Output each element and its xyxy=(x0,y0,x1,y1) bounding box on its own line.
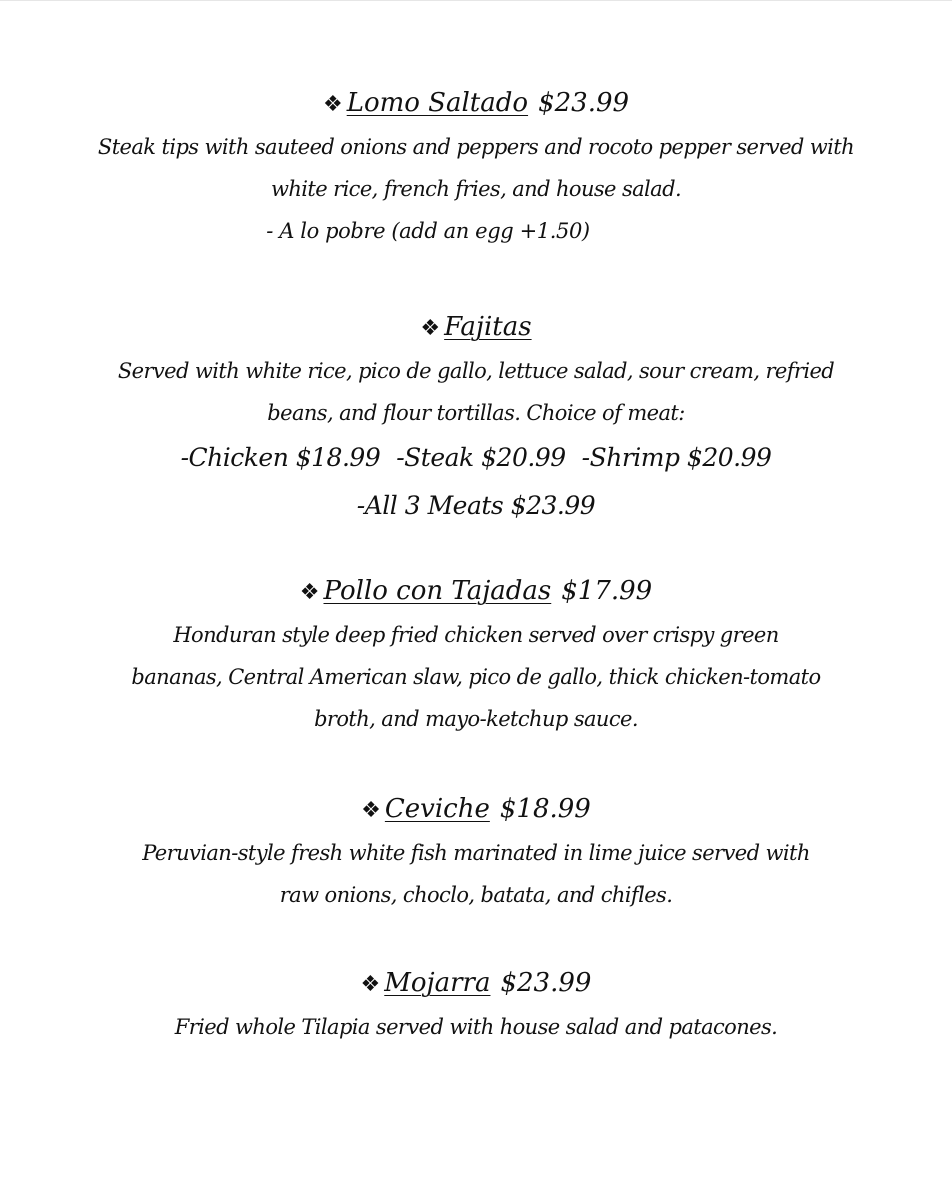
diamond-bullet-icon: ❖ xyxy=(420,316,441,341)
meat-option-chicken: -Chicken $18.99 xyxy=(180,443,381,472)
menu-item-lomo-saltado xyxy=(90,86,862,252)
diamond-bullet-icon: ❖ xyxy=(361,798,381,823)
menu-item-title xyxy=(90,574,862,610)
menu-item-name: Fajitas xyxy=(444,312,532,342)
menu-item-price: $23.99 xyxy=(538,88,630,118)
menu-item-title xyxy=(90,966,862,1002)
menu-item-description: Served with white rice, pico de gallo, lettuce salad, sour cream, refried beans, and flour tortillas. Choice of meat: xyxy=(117,359,835,425)
menu-item-description: Fried whole Tilapia served with house salad and patacones. xyxy=(174,1015,778,1039)
menu-item-description: Steak tips with sauteed onions and peppers and rocoto pepper served with white rice, french fries, and house salad. xyxy=(97,135,855,201)
menu-item-name: Ceviche xyxy=(384,794,490,824)
menu-item-name: Lomo Saltado xyxy=(346,88,529,118)
menu-item-price: $23.99 xyxy=(500,968,592,998)
meat-option-shrimp: -Shrimp $20.99 xyxy=(581,443,772,472)
diamond-bullet-icon: ❖ xyxy=(360,972,381,997)
menu-item-description: Honduran style deep fried chicken served over crispy green bananas, Central American slaw, pico de gallo, thick chicken-tomato broth, and mayo-ketchup sauce. xyxy=(131,623,821,731)
menu-item-price: $17.99 xyxy=(561,576,653,606)
diamond-bullet-icon: ❖ xyxy=(299,580,320,605)
menu-item-fajitas xyxy=(90,310,862,530)
menu-item-title xyxy=(90,86,862,122)
meat-options xyxy=(90,434,862,482)
menu-item-pollo-con-tajadas xyxy=(90,574,862,740)
diamond-bullet-icon: ❖ xyxy=(322,92,343,117)
menu-item-addon: - A lo pobre (add an egg +1.50) xyxy=(266,219,590,243)
menu-item-name: Pollo con Tajadas xyxy=(323,576,552,606)
menu-item-title xyxy=(90,310,862,346)
menu-item-mojarra xyxy=(90,966,862,1048)
meat-option-steak: -Steak $20.99 xyxy=(396,443,566,472)
menu-item-title xyxy=(90,792,862,828)
menu-item-name: Mojarra xyxy=(384,968,491,998)
menu-item-ceviche xyxy=(90,792,862,916)
meat-option-all: -All 3 Meats $23.99 xyxy=(356,491,596,520)
menu-item-price: $18.99 xyxy=(499,794,591,824)
menu-item-description: Peruvian-style fresh white fish marinated in lime juice served with raw onions, choclo, batata, and chifles. xyxy=(142,841,810,907)
